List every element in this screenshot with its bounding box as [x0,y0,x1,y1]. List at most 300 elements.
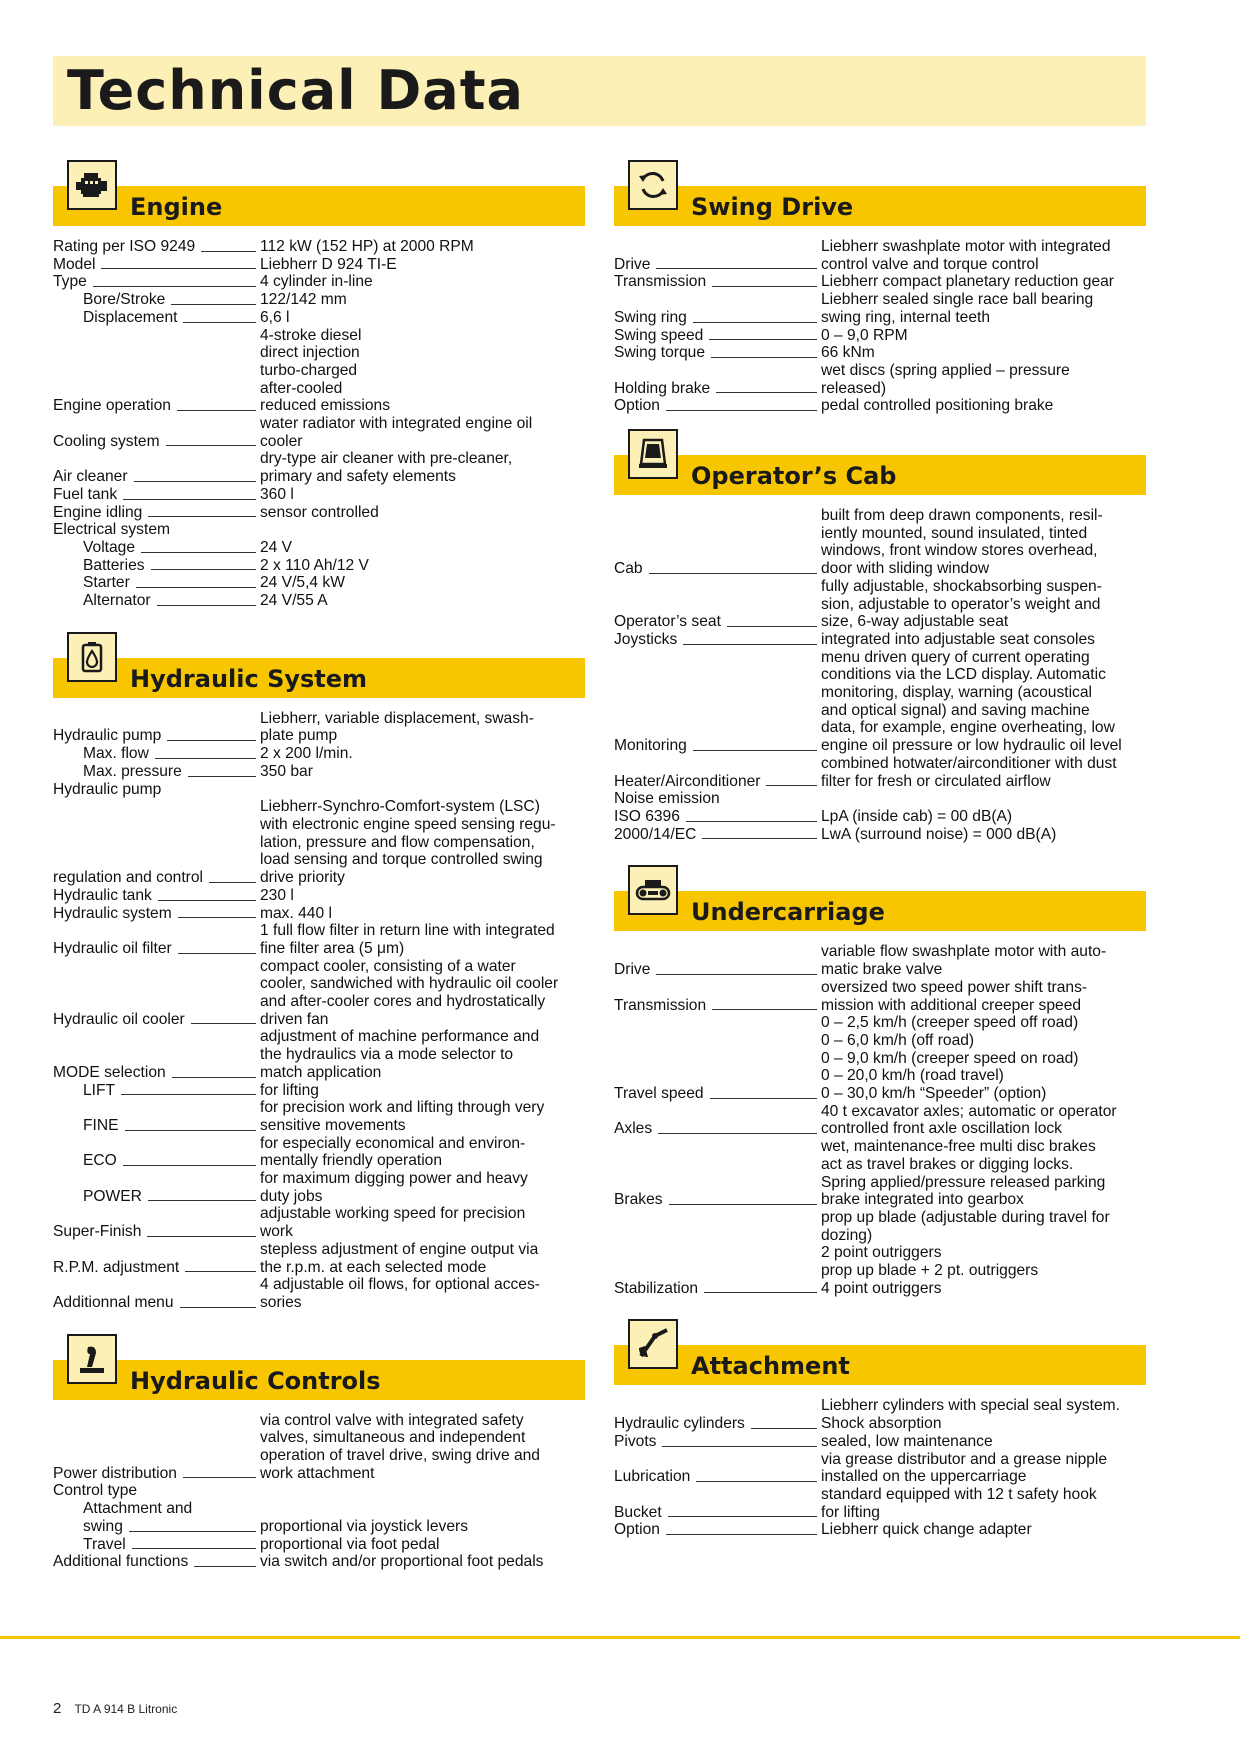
spec-value: for precision work and lifting through very sensitive movements [260,1099,545,1134]
spec-label-cell [614,943,819,978]
dot-leader [158,900,256,901]
dot-leader [151,569,256,570]
spec-label: Hydraulic cylinders [614,1415,745,1433]
spec-label-cell [614,826,819,844]
dot-leader [180,1307,256,1308]
spec-label-cell [614,1486,819,1521]
dot-leader [766,785,817,786]
spec-label: Stabilization [614,1279,699,1297]
dot-leader [123,1165,256,1166]
spec-value [258,1482,585,1500]
spec-value: prop up blade (adjustable during travel for dozing) 2 point outriggers prop up blade + 2 pt. outriggers 4 point outriggers [821,1208,1110,1297]
spec-value: 0 – 2,5 km/h (creeper speed off road) 0 – 6,0 km/h (off road) 0 – 9,0 km/h (creeper speed on road) 0 – 20,0 km/h (road travel) 0 – 30,0 km/h “Speeder” (option) [821,1014,1079,1103]
spec-label-cell [614,327,819,345]
spec-row [53,273,585,291]
spec-value: via grease distributor and a grease nipple installed on the uppercarriage [821,1450,1108,1486]
spec-value: Liebherr cylinders with special seal system. Shock absorption [821,1397,1120,1433]
spec-label: Heater/Airconditioner [614,772,761,790]
spec-label-cell [53,291,258,309]
spec-label-cell [614,1397,819,1432]
dot-leader [668,1516,817,1517]
joystick-icon [67,1334,117,1384]
section-operators-cab [614,429,1146,843]
spec-row [53,1205,585,1240]
dot-leader [148,516,256,517]
spec-label-cell [614,1521,819,1539]
spec-row [53,763,585,781]
spec-row [53,574,585,592]
footer-divider [0,1636,1240,1639]
spec-row [614,1014,1146,1103]
spec-value: wet discs (spring applied – pressure released) [821,361,1070,397]
spec-value: proportional via joystick levers [260,1517,469,1535]
spec-label-cell [53,539,258,557]
spec-label: Monitoring [614,737,687,755]
dot-leader [194,1566,256,1567]
spec-label: Control type [53,1482,138,1500]
spec-label-cell [614,808,819,826]
spec-row [53,781,585,799]
section-header [614,865,1146,935]
spec-row [614,1451,1146,1486]
spec-row [53,256,585,274]
spec-value: compact cooler, consisting of a water cooler, sandwiched with hydraulic oil cooler and after-cooler cores and hydrostatically driven fan [260,957,559,1028]
spec-row [53,1170,585,1205]
spec-label-cell [614,790,819,808]
spec-value: via control valve with integrated safety valves, simultaneous and independent operation of travel drive, swing drive and work attachment [260,1411,540,1482]
spec-label: Max. pressure [83,762,182,780]
section-title: Swing Drive [691,193,854,221]
spec-row [53,1082,585,1100]
dot-leader [141,552,256,553]
spec-label: Pivots [614,1432,657,1450]
dot-leader [716,392,817,393]
dot-leader [134,481,256,482]
spec-row [614,755,1146,790]
spec-row [614,507,1146,578]
spec-label-cell [614,291,819,326]
spec-row [614,1138,1146,1209]
spec-value: wet, maintenance-free multi disc brakes act as travel brakes or digging locks. Spring applied/pressure released parking brake integrated into gearbox [821,1138,1106,1209]
spec-label: Bore/Stroke [83,291,166,309]
spec-label-cell [614,649,819,755]
spec-label: Lubrication [614,1468,691,1486]
spec-list [53,238,585,610]
spec-row [53,327,585,416]
section-header [53,632,585,702]
spec-row [53,1028,585,1081]
section-undercarriage [614,865,1146,1297]
spec-value: menu driven query of current operating conditions via the LCD display. Automatic monitoring, display, warning (acoustical and optical signal) and saving machine data, for example, engine overheating, low engine oil pressure or low hydraulic oil level [821,648,1122,755]
spec-value: water radiator with integrated engine oil cooler [260,415,533,450]
spec-label-cell [53,958,258,1029]
spec-row [614,238,1146,273]
spec-row [53,1482,585,1500]
dot-leader [171,304,256,305]
spec-label: Voltage [83,538,136,556]
spec-value: 360 l [260,485,294,503]
spec-value: 112 kW (152 HP) at 2000 RPM [260,238,474,255]
spec-label-cell [614,344,819,362]
spec-label-cell [53,1099,258,1134]
spec-row [53,592,585,610]
dot-leader [702,838,817,839]
spec-label: R.P.M. adjustment [53,1258,180,1276]
spec-value: fully adjustable, shockabsorbing suspen- sion, adjustable to operator’s weight and size, 6-way adjustable seat [821,577,1102,631]
spec-label: Transmission [614,996,707,1014]
spec-value: 122/142 mm [260,291,347,309]
spec-row [53,238,585,256]
dot-leader [167,740,256,741]
spec-row [53,1518,585,1536]
section-header [53,160,585,230]
spec-label-cell [53,905,258,923]
spec-value: 4-stroke diesel direct injection turbo-charged after-cooled reduced emissions [260,326,391,415]
dot-leader [178,917,256,918]
spec-label: Air cleaner [53,468,128,486]
spec-label-cell [53,486,258,504]
spec-label: Transmission [614,273,707,291]
spec-row [53,291,585,309]
spec-value: LpA (inside cab) = 00 dB(A) [821,807,1013,825]
dot-leader [147,1236,256,1237]
spec-label-cell [53,1518,258,1536]
spec-label-cell [53,922,258,957]
spec-label-cell [614,1103,819,1138]
spec-row [53,415,585,450]
spec-value: 6,6 l [260,308,290,326]
spec-label: Swing torque [614,344,706,362]
spec-label-cell [53,1500,258,1518]
spec-label: MODE selection [53,1063,166,1081]
spec-label: Alternator [83,592,151,610]
spec-value: sealed, low maintenance [821,1432,993,1450]
section-title: Engine [130,193,223,221]
dot-leader [669,1204,817,1205]
spec-value: variable flow swashplate motor with auto- matic brake valve [821,943,1107,979]
section-hydraulic-controls [53,1334,585,1571]
spec-label: Engine operation [53,397,171,415]
spec-label: FINE [83,1116,119,1134]
spec-label-cell [614,755,819,790]
dot-leader [155,758,256,759]
dot-leader [178,953,256,954]
spec-label: Swing speed [614,326,704,344]
spec-label: Electrical system [53,521,170,539]
spec-row [614,1397,1146,1432]
spec-label: Joysticks [614,630,678,648]
spec-value: Liebherr sealed single race ball bearing swing ring, internal teeth [821,291,1094,326]
spec-label-cell [53,1205,258,1240]
dot-leader [712,1009,817,1010]
spec-row [53,309,585,327]
spec-label: Operator’s seat [614,613,721,631]
spec-value [819,790,1146,808]
section-title: Hydraulic Controls [130,1366,381,1395]
spec-label-cell [53,592,258,610]
spec-label: Rating per ISO 9249 [53,238,196,255]
spec-label-cell [53,763,258,781]
dot-leader [191,1023,256,1024]
spec-label: Option [614,1521,660,1539]
spec-value: 4 cylinder in-line [260,273,373,291]
spec-row [53,1241,585,1276]
spec-label-cell [614,397,819,415]
dot-leader [704,1292,817,1293]
spec-value: 66 kNm [821,344,875,362]
spec-label: Fuel tank [53,485,118,503]
spec-row [53,958,585,1029]
spec-value [258,781,585,799]
spec-label-cell [53,504,258,522]
spec-row [53,1099,585,1134]
spec-label: Type [53,273,87,291]
spec-label-cell [53,1482,258,1500]
spec-value: 24 V/5,4 kW [260,574,345,592]
dot-leader [183,1477,256,1478]
spec-value: 24 V/55 A [260,592,328,610]
spec-label: Starter [83,574,130,592]
spec-value: adjustable working speed for precision work [260,1205,526,1241]
spec-label: Cooling system [53,432,160,450]
spec-label: Holding brake [614,379,711,397]
section-swing-drive [614,160,1146,415]
spec-label-cell [614,238,819,273]
spec-label-cell [614,979,819,1014]
spec-label-cell [614,631,819,649]
spec-row [614,273,1146,291]
spec-value: LwA (surround noise) = 000 dB(A) [821,825,1057,843]
spec-label-cell [614,1451,819,1486]
dot-leader [656,268,817,269]
dot-leader [727,626,817,627]
dot-leader [711,357,817,358]
spec-label: Drive [614,255,651,273]
dot-leader [136,587,256,588]
dot-leader [693,750,817,751]
section-header [614,1319,1146,1389]
dot-leader [201,251,256,252]
dot-leader [157,605,256,606]
spec-label-cell [614,273,819,291]
dot-leader [709,339,817,340]
spec-list [614,1397,1146,1539]
spec-row [53,1536,585,1554]
spec-label: Hydraulic oil filter [53,939,172,957]
dot-leader [662,1446,817,1447]
spec-row [614,291,1146,326]
spec-row [53,539,585,557]
spec-row [53,1412,585,1483]
spec-label-cell [53,1170,258,1205]
spec-label-cell [614,1014,819,1103]
spec-row [614,1433,1146,1451]
spec-value: 40 t excavator axles; automatic or operator controlled front axle oscillation lock [821,1102,1117,1138]
spec-label: Displacement [83,308,178,326]
spec-label: Super-Finish [53,1223,142,1241]
spec-row [614,631,1146,649]
spec-label-cell [614,1433,819,1451]
spec-row [53,521,585,539]
spec-label-cell [53,309,258,327]
spec-label: 2000/14/EC [614,825,697,843]
spec-value: proportional via foot pedal [260,1535,440,1553]
spec-value: 24 V [260,538,293,556]
spec-row [53,905,585,923]
spec-value: combined hotwater/airconditioner with dust filter for fresh or circulated airflow [821,754,1117,790]
spec-label: swing [83,1517,123,1535]
spec-value: Liebherr swashplate motor with integrated control valve and torque control [821,238,1111,273]
spec-label: Model [53,255,96,273]
spec-label-cell [53,1536,258,1554]
spec-value: 1 full flow filter in return line with integrated fine filter area (5 μm) [260,922,555,957]
left-column [53,160,585,1571]
spec-row [614,943,1146,978]
dot-leader [148,1200,256,1201]
spec-value: integrated into adjustable seat consoles [821,630,1095,648]
section-title: Operator’s Cab [691,462,897,491]
spec-label: Bucket [614,1503,662,1521]
spec-value: 2 x 110 Ah/12 V [260,556,369,574]
dot-leader [129,1531,256,1532]
spec-value: Liebherr D 924 TI-E [260,255,397,273]
bucket-arm-icon [628,1319,678,1369]
spec-label-cell [53,415,258,450]
spec-label: Engine idling [53,503,143,521]
spec-label: Hydraulic oil cooler [53,1010,185,1028]
spec-row [614,397,1146,415]
spec-value: for maximum digging power and heavy duty jobs [260,1170,528,1205]
right-column [614,160,1146,1539]
section-hydraulic-system [53,632,585,1312]
dot-leader [185,1271,256,1272]
dot-leader [686,821,817,822]
dot-leader [172,1077,256,1078]
spec-label: POWER [83,1187,142,1205]
spec-label-cell [53,710,258,745]
dot-leader [93,286,256,287]
page-title-bar [53,56,1146,126]
spec-label-cell [53,1135,258,1170]
spec-label-cell [53,1553,258,1571]
spec-value: 4 adjustable oil flows, for optional acces- sories [260,1276,540,1311]
spec-row [614,790,1146,808]
spec-label-cell [53,450,258,485]
dot-leader [177,410,256,411]
spec-label: LIFT [83,1081,116,1099]
spec-label: Hydraulic system [53,904,172,922]
page-title: Technical Data [67,59,524,122]
spec-row [614,578,1146,631]
spec-label-cell [614,362,819,397]
document-code: TD A 914 B Litronic [74,1702,178,1716]
spec-value: for especially economical and environ- mentally friendly operation [260,1134,526,1170]
spec-label: Axles [614,1120,653,1138]
spec-value: standard equipped with 12 t safety hook for lifting [821,1485,1097,1521]
section-header [614,429,1146,499]
page-number: 2 [53,1700,62,1717]
track-icon [628,865,678,915]
spec-value: Liebherr compact planetary reduction gear [821,273,1114,291]
spec-row [53,798,585,887]
spec-row [614,1486,1146,1521]
section-engine [53,160,585,610]
spec-row [53,887,585,905]
dot-leader [712,286,817,287]
spec-value: dry-type air cleaner with pre-cleaner, primary and safety elements [260,450,513,486]
spec-label: Noise emission [614,790,720,808]
spec-label: Additional functions [53,1553,189,1571]
spec-label-cell [53,327,258,416]
spec-row [53,1135,585,1170]
spec-list [53,1412,585,1571]
spec-row [614,808,1146,826]
dot-leader [656,974,817,975]
spec-value: pedal controlled positioning brake [821,397,1054,415]
spec-value [258,521,585,539]
spec-label-cell [53,1412,258,1483]
spec-label-cell [53,798,258,887]
spec-label-cell [53,557,258,575]
dot-leader [121,1094,256,1095]
spec-value: for lifting [260,1081,319,1099]
spec-row [53,504,585,522]
spec-label: Hydraulic pump [53,780,162,798]
spec-label-cell [614,578,819,631]
spec-label: regulation and control [53,869,203,887]
spec-value: 230 l [260,886,294,904]
spec-value: sensor controlled [260,503,379,521]
spec-list [614,943,1146,1297]
spec-value: Liebherr-Synchro-Comfort-system (LSC) with electronic engine speed sensing regu- lation, pressure and flow compensation, load sensing and torque controlled swing drive priority [260,798,556,887]
spec-value: Liebherr quick change adapter [821,1521,1032,1539]
spec-label: Travel speed [614,1085,704,1103]
spec-value: max. 440 l [260,904,332,922]
spec-value: 2 x 200 l/min. [260,745,353,763]
spec-row [614,344,1146,362]
spec-list [53,710,585,1312]
spec-label: Additionnal menu [53,1293,174,1311]
spec-label: Hydraulic pump [53,727,162,745]
dot-leader [693,322,817,323]
spec-value: adjustment of machine performance and the hydraulics via a mode selector to match application [260,1028,540,1081]
spec-row [614,362,1146,397]
spec-label: Batteries [83,556,145,574]
spec-label-cell [614,507,819,578]
spec-value: 0 – 9,0 RPM [821,326,908,344]
spec-label-cell [53,238,258,256]
spec-row [53,557,585,575]
spec-label-cell [614,1209,819,1298]
spec-label-cell [53,521,258,539]
spec-label: Power distribution [53,1464,177,1482]
rotation-arrows-icon [628,160,678,210]
spec-label-cell [53,887,258,905]
spec-label: ISO 6396 [614,807,680,825]
oil-can-icon [67,632,117,682]
section-attachment [614,1319,1146,1539]
section-header [614,160,1146,230]
spec-label: Option [614,397,660,415]
spec-label-cell [53,574,258,592]
spec-row [614,327,1146,345]
spec-label-cell [53,745,258,763]
spec-label-cell [53,1028,258,1081]
spec-label: Swing ring [614,308,687,326]
footer [53,1700,177,1717]
spec-row [614,1209,1146,1298]
engine-icon [67,160,117,210]
